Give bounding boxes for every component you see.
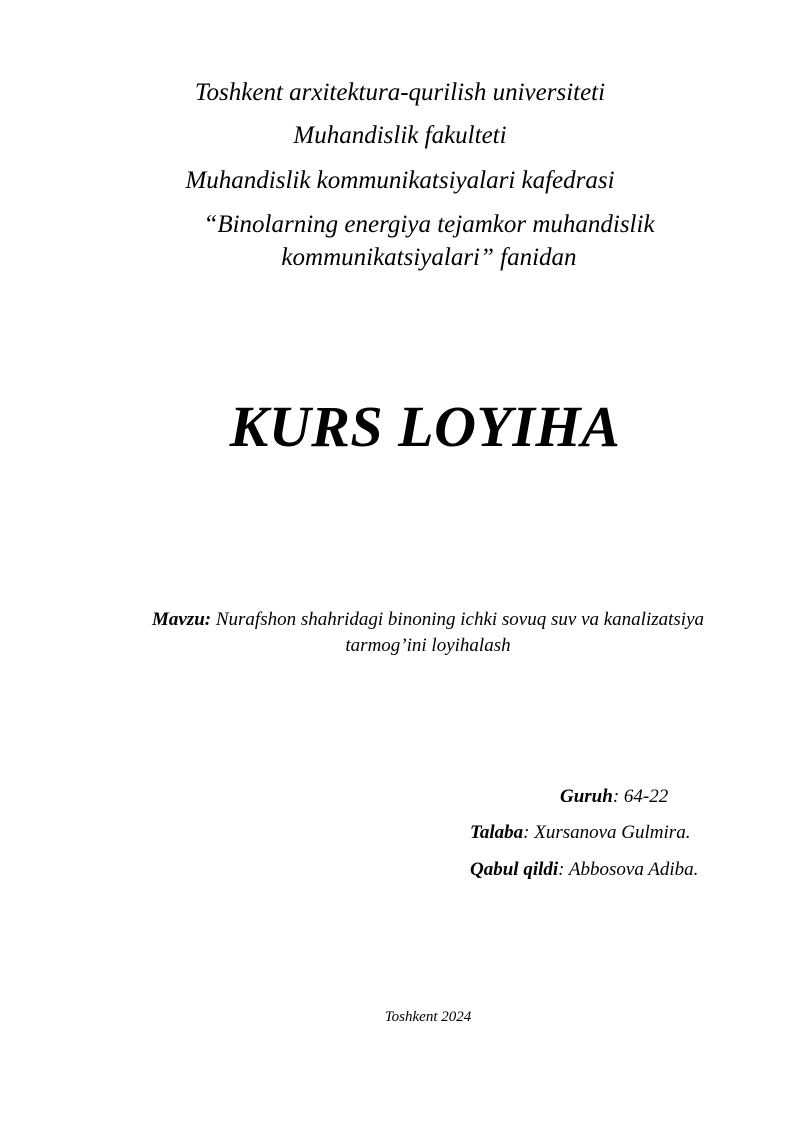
group-label: Guruh	[560, 786, 613, 807]
topic-line-1	[0, 608, 800, 632]
department-name: Muhandislik kommunikatsiyalari kafedrasi	[185, 167, 615, 194]
page-title: KURS LOYIHA	[229, 394, 621, 459]
subject-line-1: “Binolarning energiya tejamkor muhandislik	[203, 211, 655, 238]
group-value: : 64-22	[612, 786, 669, 807]
topic-label: Mavzu:	[151, 609, 212, 630]
accepted-label: Qabul qildi	[470, 859, 559, 880]
student-value: : Xursanova Gulmira.	[523, 822, 691, 843]
footer-city-year: Toshkent 2024	[384, 1009, 472, 1025]
topic-text-1: Nurafshon shahridagi binoning ichki sovuq suv va kanalizatsiya	[211, 609, 705, 630]
accepted-value: : Abbosova Adiba.	[558, 859, 699, 880]
student-info	[470, 821, 690, 845]
subject-line-2: kommunikatsiyalari” fanidan	[281, 244, 577, 271]
faculty-name: Muhandislik fakulteti	[293, 122, 507, 149]
student-label: Talaba	[470, 822, 524, 843]
accepted-info	[470, 858, 698, 882]
topic-line-2: tarmog’ini loyihalash	[345, 635, 511, 656]
group-info	[560, 785, 668, 809]
university-name: Toshkent arxitektura-qurilish universiteti	[194, 79, 606, 106]
